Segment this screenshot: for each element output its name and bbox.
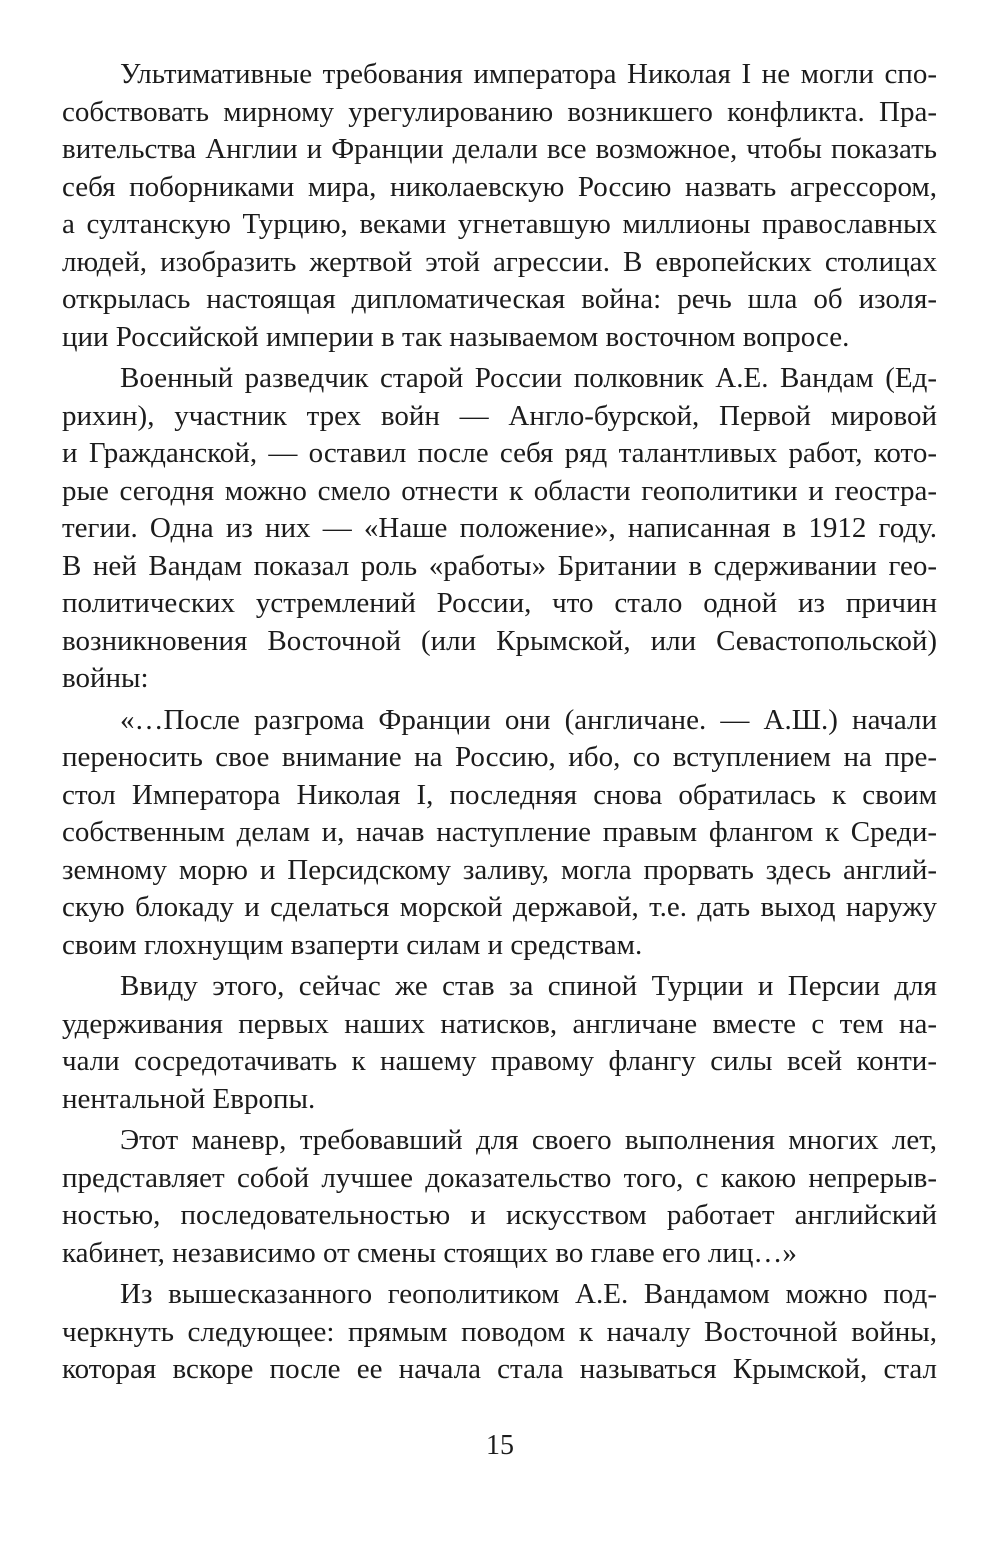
text-line: стол Императора Николая I, последняя снова обратилась к своим (62, 778, 937, 811)
text-line: возникновения Восточной (или Крымской, или Севастопольской) (62, 624, 937, 657)
text-line: рихин), участник трех войн — Англо-бурской, Первой мировой (62, 399, 937, 432)
text-line: Ультимативные требования императора Николая I не могли спо- (120, 58, 937, 90)
text-line: чали сосредотачивать к нашему правому флангу силы всей конти- (62, 1045, 937, 1077)
text-line: Военный разведчик старой России полковник А.Е. Вандам (Ед- (120, 362, 937, 394)
text-line: а султанскую Турцию, веками угнетавшую миллионы православных (62, 208, 937, 240)
page-body (62, 56, 937, 1389)
text-line: черкнуть следующее: прямым поводом к началу Восточной войны, (62, 1315, 937, 1348)
text-line: переносить свое внимание на Россию, ибо, со вступлением на пре- (62, 741, 937, 773)
text-line: вительства Англии и Франции делали все возможное, чтобы показать (62, 133, 937, 165)
text-line: «…После разгрома Франции они (англичане. — А.Ш.) начали (120, 703, 937, 736)
text-line: войны: (62, 662, 149, 694)
text-line: удерживания первых наших натисков, англичане вместе с тем на- (62, 1007, 937, 1040)
text-line: тегии. Одна из них — «Наше положение», написанная в 1912 году. (62, 512, 937, 544)
text-line: людей, изобразить жертвой этой агрессии. В европейских столицах (62, 245, 937, 278)
text-line: политических устремлений России, что стало одной из причин (62, 587, 937, 619)
paragraph-4-quote (62, 968, 937, 1118)
text-line: и Гражданской, — оставил после себя ряд талантливых работ, кото- (62, 437, 937, 469)
text-line: скую блокаду и сделаться морской державой, т.е. дать выход наружу (62, 891, 937, 923)
paragraph-3-quote (62, 702, 937, 965)
text-line: Этот маневр, требовавший для своего выполнения многих лет, (120, 1124, 937, 1156)
paragraph-2 (62, 360, 937, 698)
text-line: ции Российской империи в так называемом восточном вопросе. (62, 320, 850, 353)
paragraph-1 (62, 56, 937, 356)
text-line: ностью, последовательностью и искусством работает английский (62, 1199, 937, 1231)
text-line: рые сегодня можно смело отнести к области геополитики и геостра- (62, 474, 937, 507)
text-line: кабинет, независимо от смены стоящих во главе его лиц…» (62, 1236, 797, 1269)
text-line: открылась настоящая дипломатическая война: речь шла об изоля- (62, 283, 937, 315)
text-line: Ввиду этого, сейчас же став за спиной Турции и Персии для (120, 970, 937, 1002)
text-line: представляет собой лучшее доказательство того, с какою непрерыв- (62, 1161, 937, 1194)
paragraph-6 (62, 1276, 937, 1389)
text-line: Из вышесказанного геополитиком А.Е. Вандамом можно под- (120, 1278, 937, 1310)
text-line: которая вскоре после ее начала стала называться Крымской, стал (62, 1353, 937, 1385)
page-number: 15 (486, 1430, 514, 1461)
text-line: себя поборниками мира, николаевскую Россию назвать агрессором, (62, 170, 937, 203)
text-line: В ней Вандам показал роль «работы» Британии в сдерживании гео- (62, 549, 937, 582)
text-line: своим глохнущим взаперти силам и средствам. (62, 928, 643, 961)
text-line: земному морю и Персидскому заливу, могла прорвать здесь англий- (62, 853, 937, 886)
paragraph-5-quote (62, 1122, 937, 1272)
text-line: нентальной Европы. (62, 1082, 316, 1115)
text-line: собственным делам и, начав наступление правым флангом к Среди- (62, 816, 937, 848)
text-line: собствовать мирному урегулированию возникшего конфликта. Пра- (62, 95, 937, 128)
